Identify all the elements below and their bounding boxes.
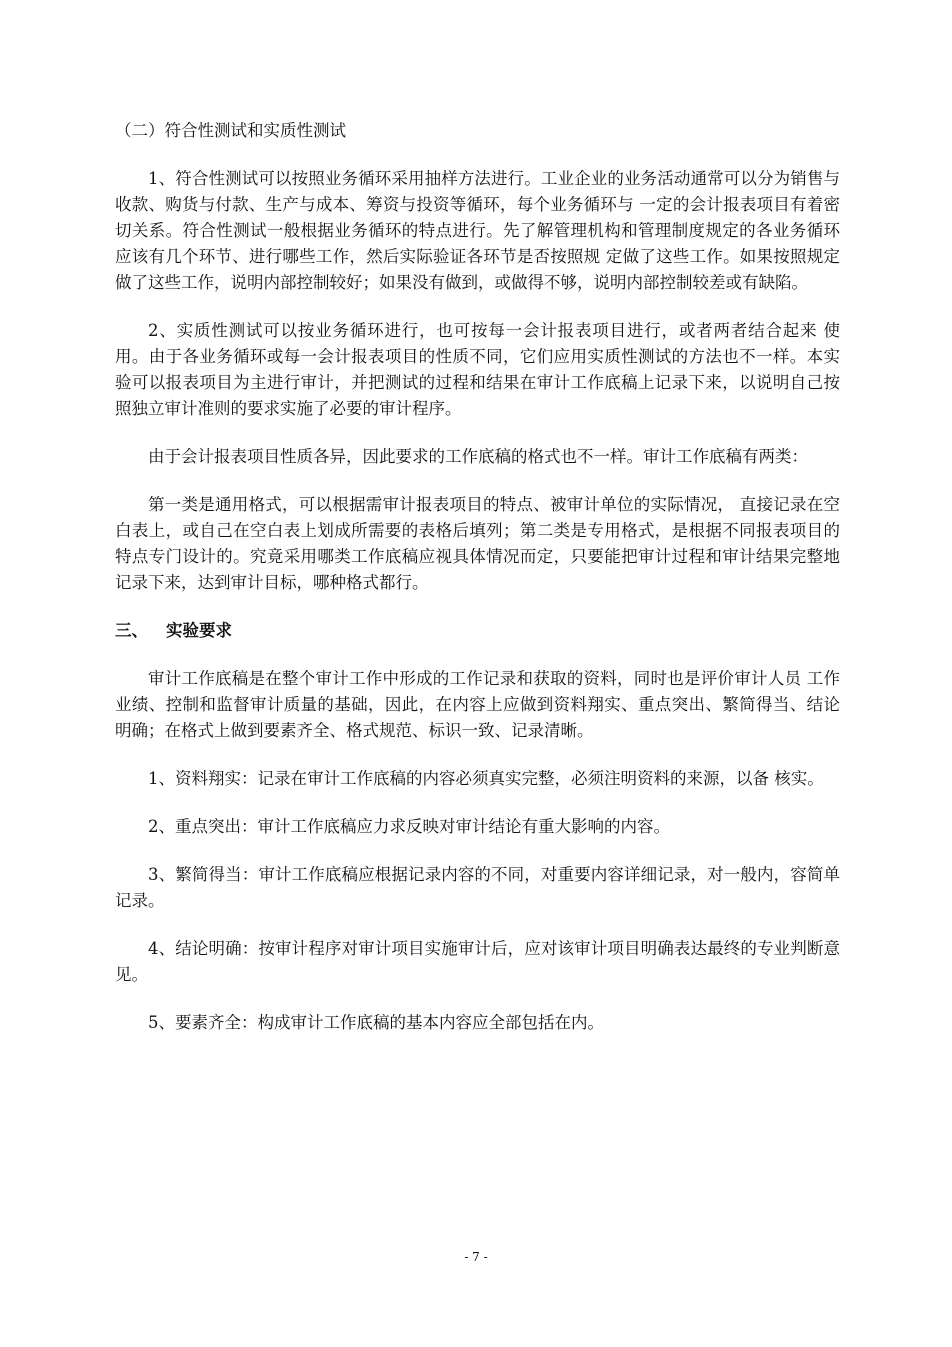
section-title: 实验要求	[166, 621, 232, 640]
subsection-heading: （二）符合性测试和实质性测试	[115, 121, 346, 140]
paragraph-requirement-2: 2、重点突出：审计工作底稿应力求反映对审计结论有重大影响的内容。	[148, 817, 670, 836]
paragraph-working-paper-formats: 第一类是通用格式，可以根据需审计报表项目的特点、被审计单位的实际情况， 直接记录在空白表上，或自己在空白表上划成所需要的表格后填列；第二类是专用格式，是根据不同报表项目的特点专门设计的。究竟采用哪类工作底稿应视具体情况而定，只要能把审计过程和审计结果完整地记录下来，达到审计目标，哪种格式都行。	[115, 495, 840, 592]
paragraph-requirement-4: 4、结论明确：按审计程序对审计项目实施审计后，应对该审计项目明确表达最终的专业判断意见。	[115, 939, 840, 984]
section-number: 三、	[115, 621, 148, 640]
section-heading	[115, 618, 840, 644]
paragraph-working-paper-types-intro: 由于会计报表项目性质各异，因此要求的工作底稿的格式也不一样。审计工作底稿有两类：	[148, 447, 808, 466]
paragraph-requirement-3: 3、繁简得当：审计工作底稿应根据记录内容的不同，对重要内容详细记录，对一般内，容简单记录。	[115, 865, 840, 910]
paragraph-requirements-intro: 审计工作底稿是在整个审计工作中形成的工作记录和获取的资料，同时也是评价审计人员 工作业绩、控制和监督审计质量的基础，因此，在内容上应做到资料翔实、重点突出、繁简得当、结论明确；在格式上做到要素齐全、格式规范、标识一致、记录清晰。	[115, 669, 840, 740]
paragraph-substantive-testing: 2、实质性测试可以按业务循环进行，也可按每一会计报表项目进行，或者两者结合起来 使用。由于各业务循环或每一会计报表项目的性质不同，它们应用实质性测试的方法也不一样。本实验可以报表项目为主进行审计，并把测试的过程和结果在审计工作底稿上记录下来，以说明自己按照独立审计准则的要求实施了必要的审计程序。	[115, 321, 840, 418]
paragraph-requirement-1: 1、资料翔实：记录在审计工作底稿的内容必须真实完整，必须注明资料的来源，以备 核实。	[148, 769, 824, 788]
document-page	[115, 118, 840, 1058]
paragraph-requirement-5: 5、要素齐全：构成审计工作底稿的基本内容应全部包括在内。	[148, 1013, 604, 1032]
paragraph-compliance-testing: 1、符合性测试可以按照业务循环采用抽样方法进行。工业企业的业务活动通常可以分为销售与收款、购货与付款、生产与成本、筹资与投资等循环，每个业务循环与 一定的会计报表项目有着密切关系。符合性测试一般根据业务循环的特点进行。先了解管理机构和管理制度规定的各业务循环应该有几个环节、进行哪些工作，然后实际验证各环节是否按照规 定做了这些工作。如果按照规定做了这些工作，说明内部控制较好；如果没有做到，或做得不够，说明内部控制较差或有缺陷。	[115, 169, 840, 292]
page-number: - 7 -	[464, 1250, 488, 1264]
